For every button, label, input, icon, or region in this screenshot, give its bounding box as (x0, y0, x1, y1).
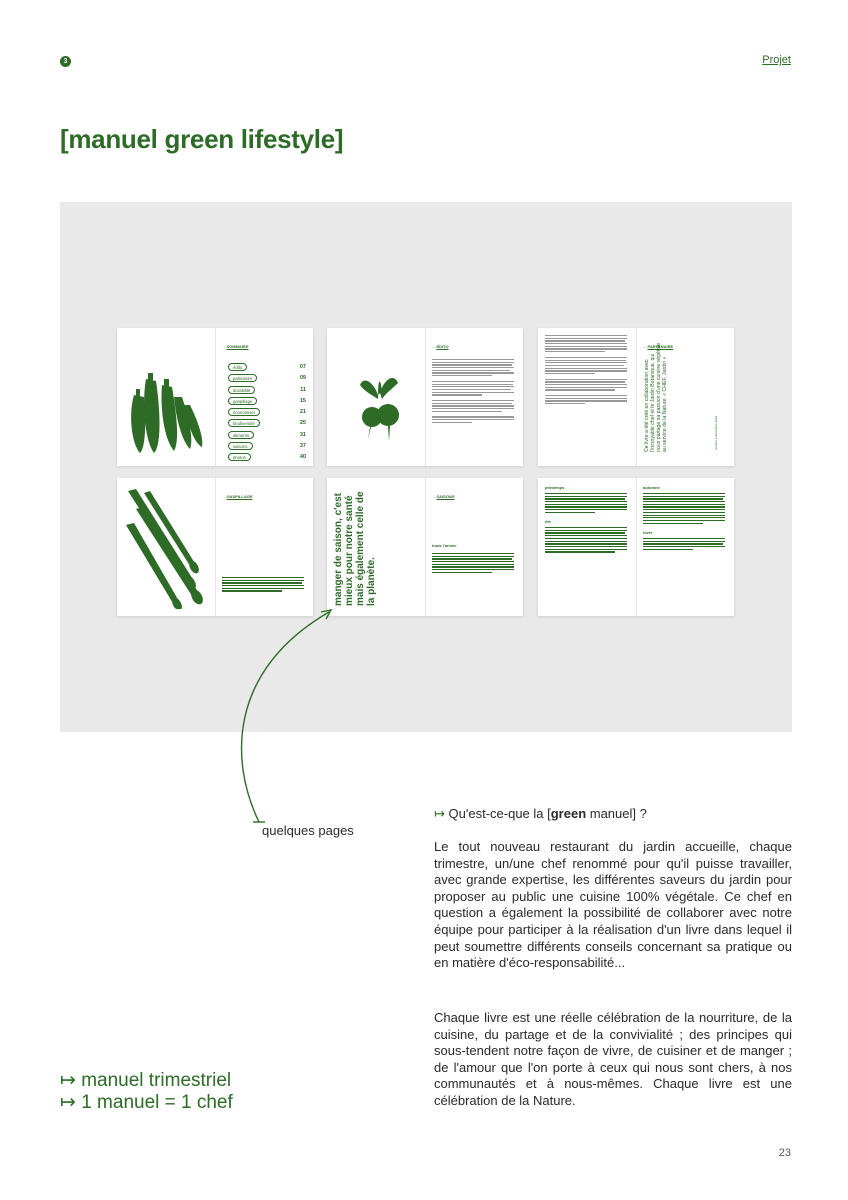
toc-row: partenaire 09 (228, 374, 306, 382)
text-block-placeholder (545, 335, 629, 404)
paragraph: Chaque livre est une réelle célébration de la nourriture, de la cuisine, du partage et de la convivialité ; des principes qui sous-tendent notre façon de vivre, de cuisiner et de manger ; de l'amour que l'on porte à ceux qui nous sont chers, à nos communautés et à nous-mêmes. Chaque livre est une célébration de la Nature. (434, 1010, 792, 1108)
spread-edito: → ÉDITO (327, 328, 523, 466)
partner-date: octobre à décembre 2022 (714, 415, 718, 450)
gallery-caption: quelques pages (262, 823, 354, 838)
bullet-item: ↦ 1 manuel = 1 chef (60, 1092, 233, 1113)
toc-row: édito 07 (228, 363, 306, 371)
zucchini-illustration (117, 328, 215, 466)
toc-row: biodiversité 25 (228, 419, 306, 427)
toc-row: saisons 37 (228, 442, 306, 450)
page-number: 23 (778, 1147, 791, 1159)
spread-sommaire: → SOMMAIRE édito 07 partenaire 09 durabilité 11 gaspillage 15 économiser 21 biodiversité 25 aliments 31 saisons 37 photos 40 (117, 328, 313, 466)
spread-season-lists (538, 478, 734, 616)
season-title: automne (643, 485, 660, 490)
arrow-right-icon: ↦ (60, 1070, 82, 1091)
text-block-placeholder (432, 359, 516, 423)
section-link-projet[interactable]: Projet (762, 54, 791, 66)
arrow-right-icon: ↦ (434, 806, 445, 821)
page-preview-gallery (60, 202, 792, 732)
spread-heading: SAISONS (436, 494, 455, 499)
season-title: printemps (545, 485, 565, 490)
text-block-placeholder (432, 553, 516, 573)
toc-row: gaspillage 15 (228, 397, 306, 405)
spread-heading: ÉDITO (436, 344, 449, 349)
bullet-item: ↦ manuel trimestriel (60, 1070, 232, 1091)
season-title: été (545, 519, 551, 525)
spread-saisons: manger de saison, c'est mieux pour notre santé mais également celle de la planète. → SAISONS toute l'année (327, 478, 523, 616)
spread-gaspillage: → GASPILLAGE (117, 478, 313, 616)
question-heading: ↦ Qu'est-ce-que la [green manuel] ? (434, 806, 647, 821)
spread-heading: GASPILLAGE (226, 494, 253, 499)
pointer-arrow-icon (225, 600, 345, 830)
partner-vertical-text: Ce livre a été créé en collaboration avec l'incroyable chef et le Jardin Botanique, qui nous partage sa passion d'une cuisine végétale au service de la Nature. « CHEF, Jardin » (644, 342, 668, 452)
toc-row: aliments 31 (228, 431, 306, 439)
paragraph: Le tout nouveau restaurant du jardin accueille, chaque trimestre, un/une chef renommé pour qu'il puisse travailler, avec grande expertise, les différentes saveurs du jardin pour proposer au public une cuisine 100% végétale. Ce chef en question a également la possibilité de collaborer avec notre équipe pour participer à la réalisation d'un livre dans lequel il peut soumettre différents conseils concernant sa pratique ou en matière d'éco-responsabilité... (434, 839, 792, 971)
season-subheading: toute l'année (432, 543, 457, 548)
toc-row: durabilité 11 (228, 386, 306, 394)
beetroot-illustration (327, 328, 425, 466)
asparagus-illustration (117, 478, 215, 616)
spread-heading: SOMMAIRE (226, 344, 249, 349)
season-title: hiver (643, 529, 653, 535)
page-title: [manuel green lifestyle] (60, 124, 344, 154)
arrow-right-icon: ↦ (60, 1092, 82, 1113)
spread-heading: PARTENAIRE (647, 344, 674, 349)
bullet-list (60, 1070, 233, 1114)
toc-row: photos 40 (228, 453, 306, 461)
toc-row: économiser 21 (228, 408, 306, 416)
season-slogan: manger de saison, c'est mieux pour notre santé mais également celle de la planète. (333, 491, 377, 606)
toc-list (222, 363, 306, 461)
section-number-badge: 3 (60, 56, 71, 67)
spread-partenaire: → PARTENAIRE Ce livre a été créé en collaboration avec l'incroyable chef et le Jardin Botanique, qui nous partage sa passion d'une cuisine végétale au service de la Nature. « CHEF, Jardin » octobre à décembre 2022 (538, 328, 734, 466)
text-block-placeholder (222, 577, 304, 592)
